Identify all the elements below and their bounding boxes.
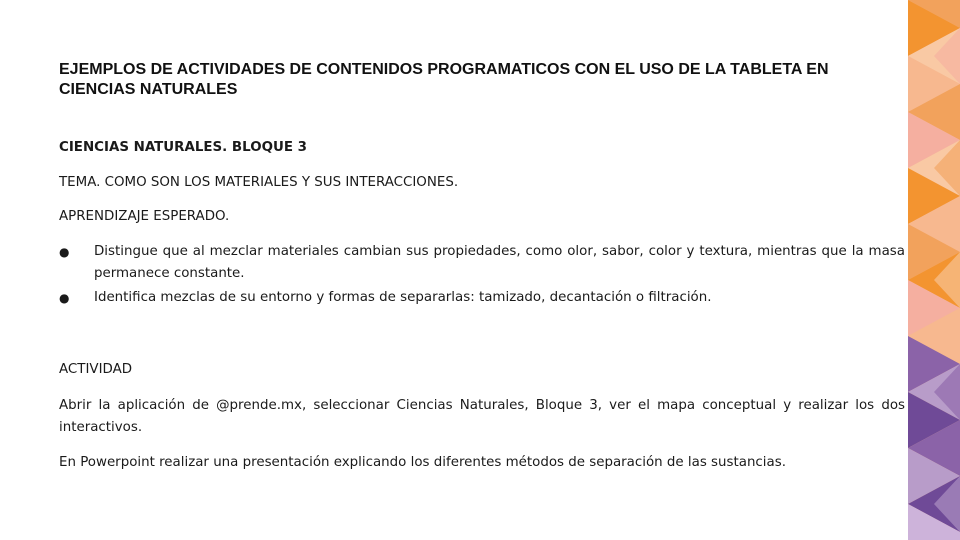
bullet-item: [59, 287, 905, 309]
learning-bullets: [59, 241, 905, 311]
bullet-item: [59, 241, 905, 285]
bullet-text: Distingue que al mezclar materiales cambian sus propiedades, como olor, sabor, color y textura, mientras que la masa permanece constante.: [94, 244, 905, 281]
learning-heading: APRENDIZAJE ESPERADO.: [59, 209, 230, 224]
bullet-text: Identifica mezclas de su entorno y formas de separarlas: tamizado, decantación o filtración.: [94, 290, 712, 305]
decorative-triangle-strip: [908, 0, 960, 540]
slide-title: EJEMPLOS DE ACTIVIDADES DE CONTENIDOS PROGRAMATICOS CON EL USO DE LA TABLETA EN CIENCIAS NATURALES: [59, 61, 829, 98]
activity-paragraph: En Powerpoint realizar una presentación explicando los diferentes métodos de separación de las sustancias.: [59, 455, 786, 470]
activity-paragraph: Abrir la aplicación de @prende.mx, seleccionar Ciencias Naturales, Bloque 3, ver el mapa conceptual y realizar los dos interactivos.: [59, 398, 905, 435]
bullet-icon: ●: [59, 245, 70, 259]
topic-line: TEMA. COMO SON LOS MATERIALES Y SUS INTERACCIONES.: [59, 175, 459, 190]
activity-heading: ACTIVIDAD: [59, 362, 133, 377]
bullet-icon: ●: [59, 291, 70, 305]
subject-heading: CIENCIAS NATURALES. BLOQUE 3: [59, 140, 307, 155]
